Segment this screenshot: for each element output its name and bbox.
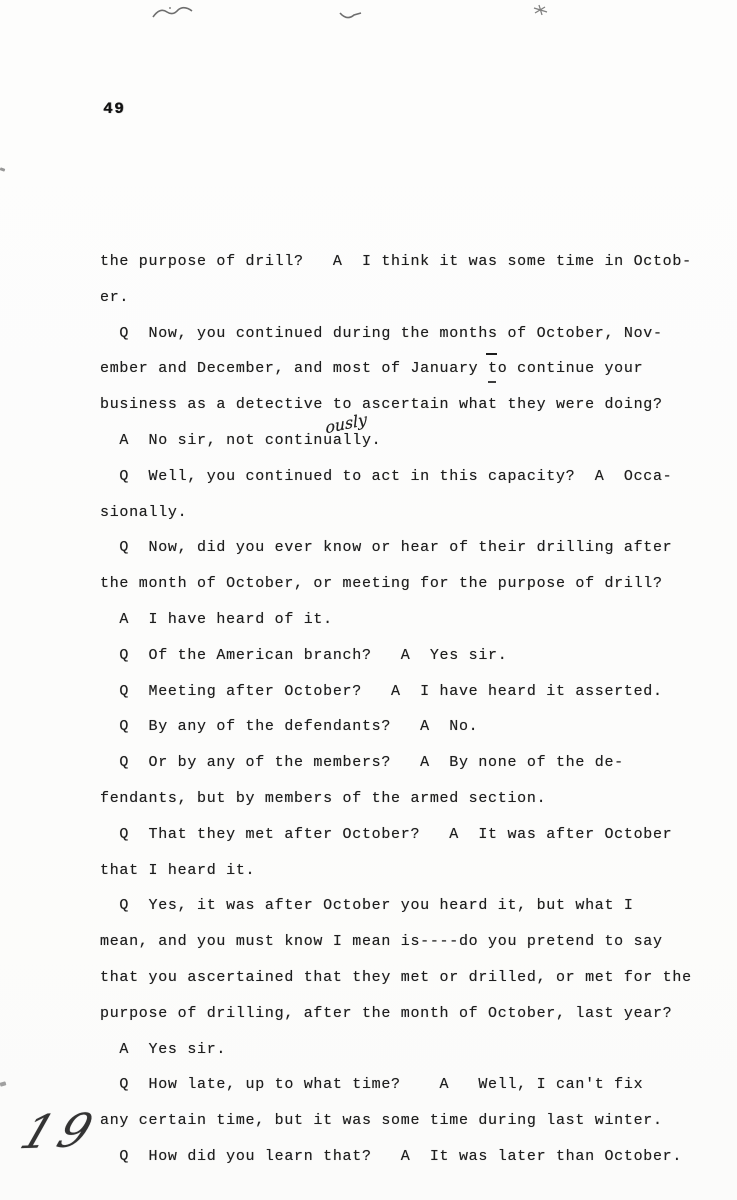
transcript-line: purpose of drilling, after the month of October, last year? [100, 1004, 673, 1022]
transcript-line: Q Or by any of the members? A By none of the de- [100, 754, 624, 772]
transcript-line: Q Well, you continued to act in this capacity? A Occa- [100, 467, 673, 485]
line-text: A No sir, not continu [100, 431, 333, 449]
transcript-line: Q Meeting after October? A I have heard it asserted. [100, 682, 663, 700]
transcript-line-correction [100, 409, 712, 459]
scan-smudge-icon [338, 9, 364, 23]
struck-text: ally [332, 431, 372, 449]
scan-speck [0, 1081, 6, 1086]
transcript-line: the purpose of drill? A I think it was some time in Octob- [100, 253, 692, 270]
transcript-line: Q Yes, it was after October you heard it, but what I [100, 897, 634, 915]
scan-smudge-icon [531, 1, 551, 19]
transcript-line: sionally. [100, 503, 188, 521]
transcript-line: mean, and you must know I mean is----do you pretend to say [100, 933, 663, 951]
transcript-line: Q That they met after October? A It was after October [100, 825, 673, 843]
transcript-line-overtype [100, 351, 712, 387]
scan-speck [0, 167, 5, 172]
transcript-line: Q Now, did you ever know or hear of their drilling after [100, 539, 673, 557]
transcript-line: A I have heard of it. [100, 610, 333, 628]
transcript-body [100, 244, 712, 1175]
transcript-line: Q By any of the defendants? A No. [100, 718, 479, 736]
line-text: ember and December, and most of January [100, 360, 489, 378]
transcript-line: Q How did you learn that? A It was later than October. [100, 1147, 683, 1165]
transcript-line: business as a detective to ascertain what they were doing? [100, 396, 663, 414]
transcript-line: that you ascertained that they met or drilled, or met for the [100, 968, 692, 986]
transcript-line: er. [100, 288, 130, 306]
handwritten-correction: ously [324, 409, 368, 438]
overtyped-char: t [488, 351, 498, 387]
transcript-line: Q Now, you continued during the months of October, Nov- [100, 324, 663, 342]
transcript-line: Q Of the American branch? A Yes sir. [100, 646, 508, 664]
line-text: o continue your [497, 360, 644, 378]
transcript-line: A Yes sir. [100, 1040, 227, 1058]
handwritten-page-mark: 19 [13, 1102, 107, 1160]
transcript-line: fendants, but by members of the armed section. [100, 789, 547, 807]
line-text: . [371, 431, 382, 449]
transcript-line: that I heard it. [100, 861, 256, 879]
corrected-word [324, 409, 372, 459]
scan-smudge-icon [150, 3, 196, 23]
transcript-line: the month of October, or meeting for the purpose of drill? [100, 575, 663, 593]
page-number: 49 [103, 100, 126, 118]
transcript-line: Q How late, up to what time? A Well, I can't fix [100, 1076, 644, 1094]
transcript-line: any certain time, but it was some time during last winter. [100, 1112, 663, 1130]
